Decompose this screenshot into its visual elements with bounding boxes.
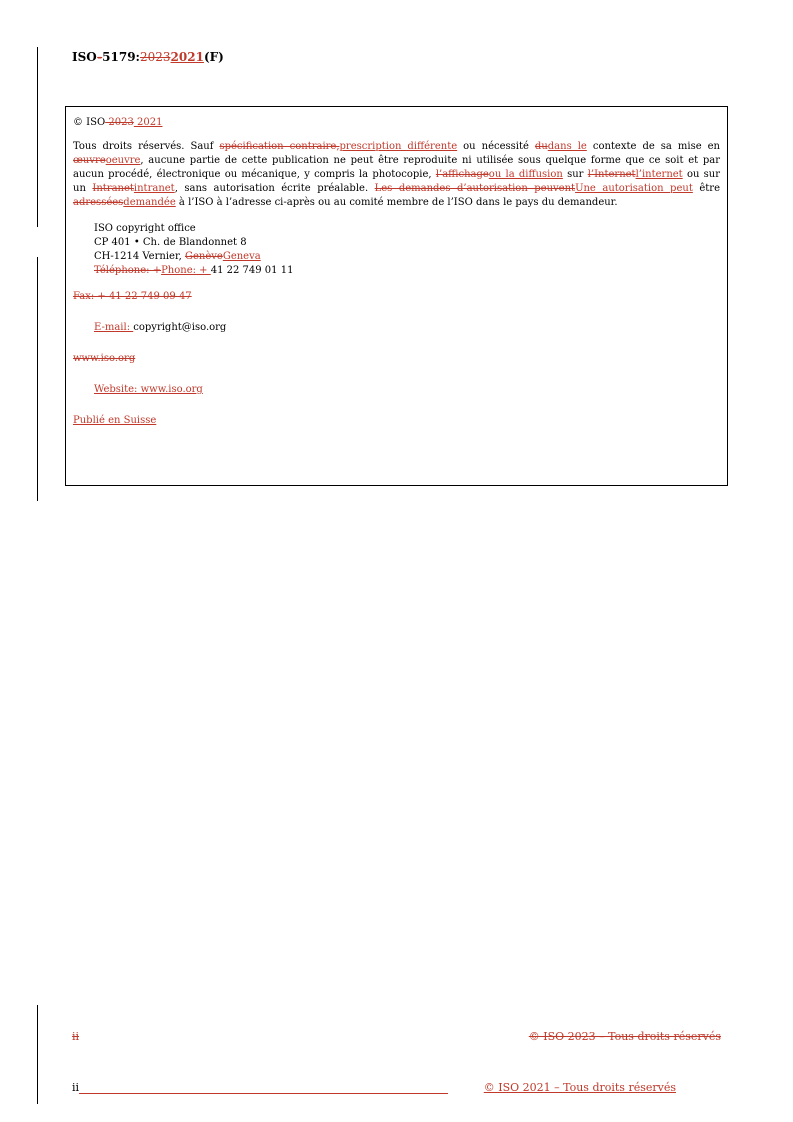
website-line <box>73 383 720 397</box>
header-deleted-dash: - <box>97 50 103 64</box>
deleted-text: Intranet <box>92 183 134 194</box>
body-text: ou nécessité <box>457 141 535 152</box>
www-line <box>73 352 720 366</box>
fax-line <box>73 290 720 304</box>
deleted-text: spécification contraire, <box>219 141 340 152</box>
body-text: sur <box>562 169 588 180</box>
inserted-text: l’internet <box>635 169 683 180</box>
body-text: , sans autorisation écrite préalable. <box>174 183 375 194</box>
header-inserted-year: 2021 <box>170 50 204 64</box>
rights-paragraph <box>73 140 720 210</box>
deleted-text: du <box>534 141 548 152</box>
footer-old-rights: © ISO 2023 – Tous droits réservés <box>528 1030 721 1043</box>
website-link[interactable]: Website: www.iso.org <box>94 384 203 395</box>
deleted-text: Les demandes d’autorisation peuvent <box>374 183 576 194</box>
city-prefix: CH-1214 Vernier, <box>94 251 185 262</box>
copyright-inserted-year: 2021 <box>133 117 163 128</box>
copyright-line <box>73 116 720 130</box>
copyright-box <box>65 106 728 486</box>
email-label: E-mail: <box>94 322 134 333</box>
inserted-text: ou la diffusion <box>488 169 563 180</box>
deleted-text: adressées <box>73 197 124 208</box>
inserted-text: demandée <box>123 197 176 208</box>
copyright-deleted-year: 2023 <box>105 117 134 128</box>
footer-new-page-number: ii <box>72 1081 80 1094</box>
phone-number: 41 22 749 01 11 <box>210 265 294 276</box>
body-text: , aucune partie de cette publication ne peut être reproduite ni utilisée sous quelque forme que ce soit et par aucun procédé, électronique ou mécanique, y compris la photocopie, <box>73 155 720 180</box>
footer-old-page-number: ii <box>72 1030 80 1043</box>
body-text: contexte de sa mise en <box>586 141 720 152</box>
address-phone <box>94 264 720 278</box>
deleted-text: l’Internet <box>587 169 636 180</box>
footer-inserted <box>72 1081 676 1094</box>
body-text: à l’ISO à l’adresse ci-après ou au comité membre de l’ISO dans le pays du demandeur. <box>175 197 618 208</box>
inserted-text: intranet <box>133 183 175 194</box>
address-street: CP 401 • Ch. de Blandonnet 8 <box>94 237 247 248</box>
inserted-text: prescription différente <box>339 141 458 152</box>
change-bar <box>37 1005 38 1104</box>
deleted-text: l’affichage <box>435 169 489 180</box>
footer-new-rights: © ISO 2021 – Tous droits réservés <box>483 1081 676 1094</box>
header-deleted-year: 2023 <box>139 50 171 64</box>
body-text: être <box>692 183 720 194</box>
email-address[interactable]: copyright@iso.org <box>133 322 227 333</box>
phone-inserted: Phone: + <box>161 265 211 276</box>
deleted-text: œuvre <box>73 155 106 166</box>
inserted-text: dans le <box>547 141 587 152</box>
published-line <box>73 414 720 428</box>
published-in: Publié en Suisse <box>73 415 157 426</box>
address-city <box>94 250 720 264</box>
address-block <box>73 222 720 278</box>
email-line <box>73 321 720 335</box>
phone-deleted: Téléphone: + <box>94 265 162 276</box>
copyright-prefix: © ISO <box>73 117 106 128</box>
footer-deleted <box>72 1030 721 1043</box>
change-bar <box>37 257 38 501</box>
city-deleted: Genève <box>184 251 223 262</box>
footer-rule <box>79 1093 448 1094</box>
document-header <box>72 50 224 64</box>
address-office: ISO copyright office <box>94 223 196 234</box>
change-bar <box>37 47 38 227</box>
www-deleted: www.iso.org <box>73 353 136 364</box>
inserted-text: oeuvre <box>105 155 141 166</box>
inserted-text: Une autorisation peut <box>575 183 693 194</box>
header-number: 5179: <box>102 50 140 64</box>
body-text: ou sur un <box>73 169 721 194</box>
fax-deleted: Fax: + 41 22 749 09 47 <box>73 291 192 302</box>
city-inserted: Geneva <box>222 251 261 262</box>
body-text: Tous droits réservés. Sauf <box>73 141 220 152</box>
header-suffix: (F) <box>203 50 224 64</box>
header-prefix: ISO <box>72 50 98 64</box>
